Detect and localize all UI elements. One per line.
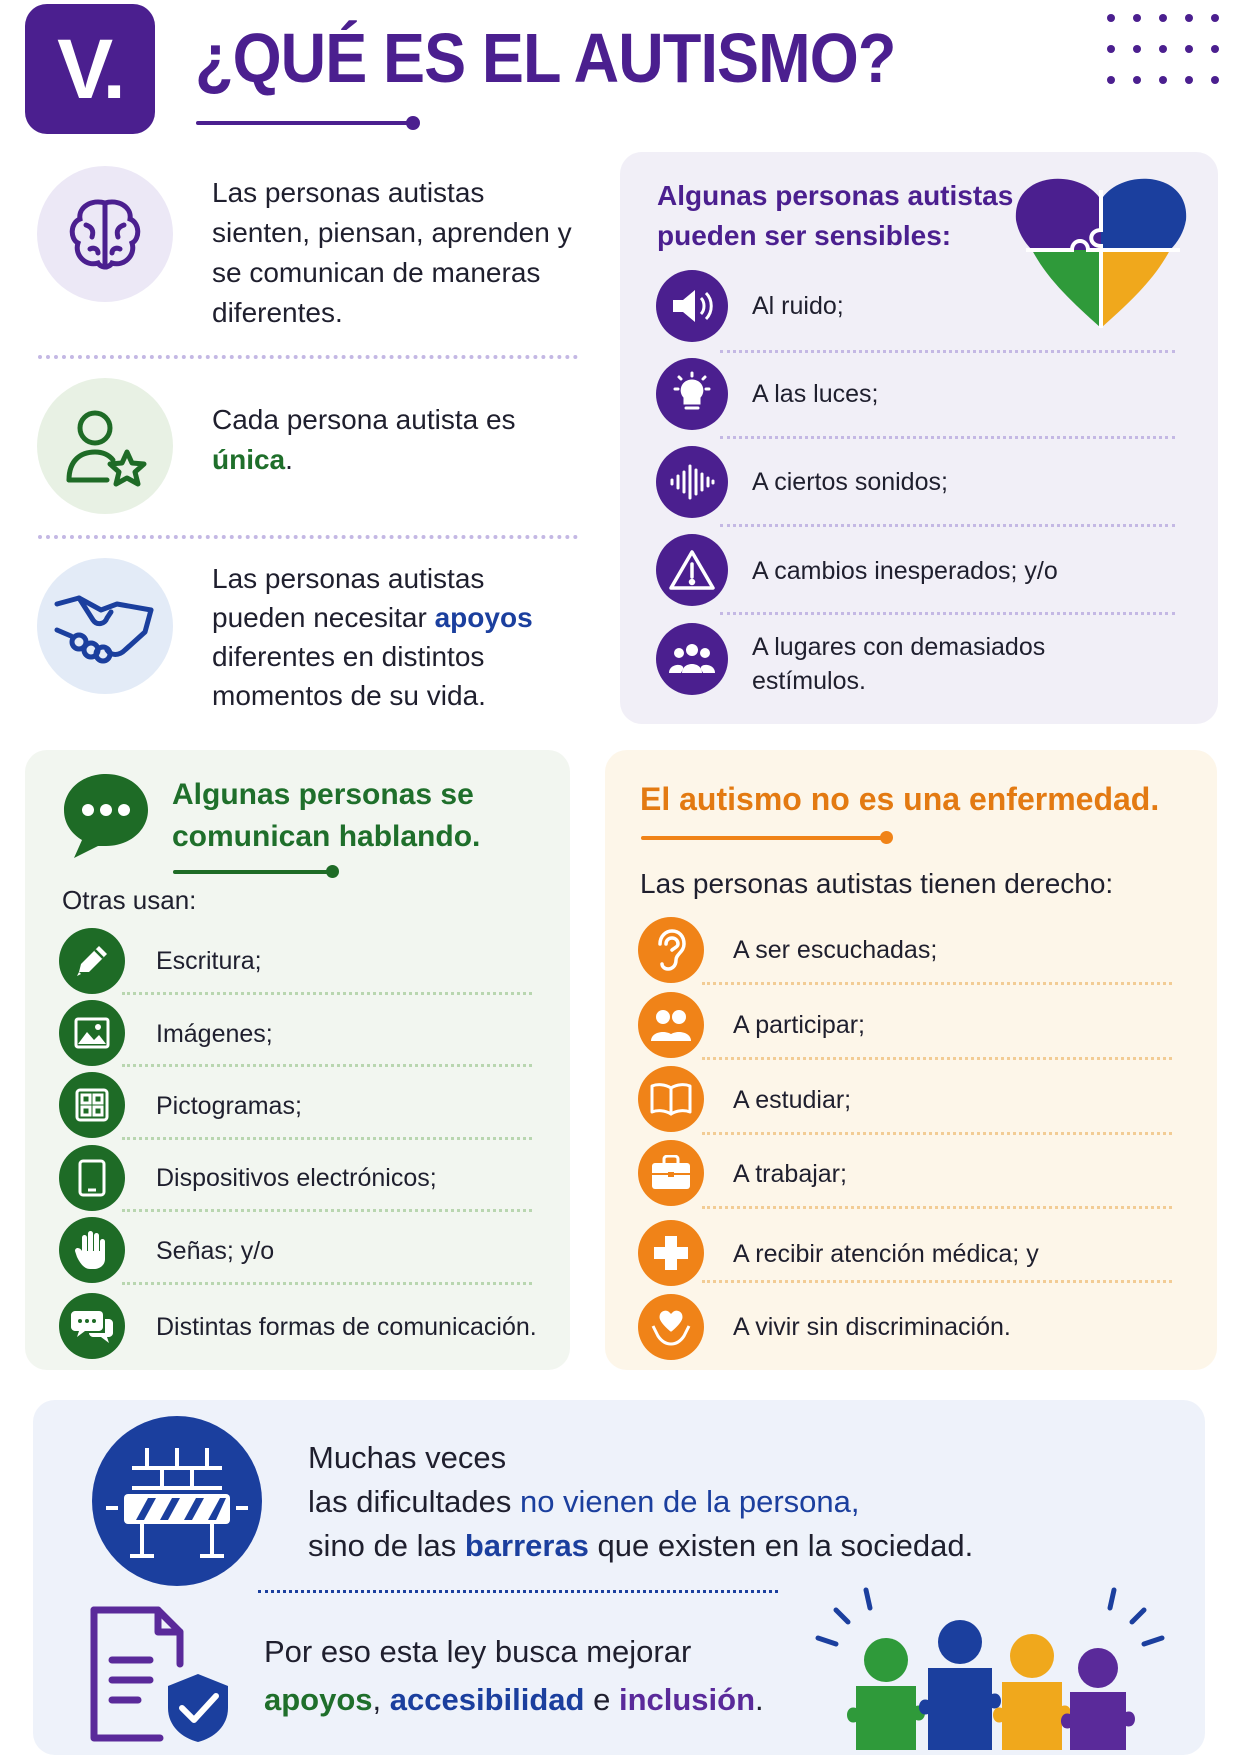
- lightbulb-icon-circle: [656, 358, 728, 430]
- intro-text-3-highlight: apoyos: [434, 602, 533, 633]
- barriers-line-3: [308, 1524, 973, 1568]
- medical-cross-icon: [652, 1234, 690, 1272]
- tablet-icon-circle: [59, 1145, 125, 1211]
- law-word-accessibility: accesibilidad: [389, 1682, 585, 1717]
- decorative-dots: [1105, 12, 1220, 87]
- briefcase-icon-circle: [638, 1140, 704, 1206]
- people-icon-circle: [638, 992, 704, 1058]
- communication-subtitle: Otras usan:: [62, 885, 197, 915]
- separator: [122, 1137, 532, 1140]
- rights-item-1: A ser escuchadas;: [733, 936, 938, 964]
- briefcase-icon: [650, 1155, 692, 1191]
- law-word-supports: apoyos: [264, 1682, 373, 1717]
- intro-text-3: [212, 559, 582, 715]
- intro-text-3-before: Las personas autistas pueden necesitar: [212, 563, 485, 633]
- separator: [720, 436, 1175, 439]
- chat-bubbles-icon-circle: [59, 1293, 125, 1359]
- title-underline-dot: [406, 116, 420, 130]
- intro-text-2-highlight: única: [212, 444, 286, 475]
- separator: [702, 982, 1172, 985]
- heart-hands-icon: [650, 1306, 692, 1348]
- lightbulb-icon: [669, 371, 715, 417]
- separator: [122, 1064, 532, 1067]
- rights-title: El autismo no es una enfermedad.: [640, 781, 1160, 817]
- rights-underline-dot: [880, 831, 893, 844]
- communication-item-6: Distintas formas de comunicación.: [156, 1313, 537, 1341]
- intro-text-2: [212, 400, 552, 480]
- communication-item-1: Escritura;: [156, 947, 262, 975]
- barriers-line-2-before: las dificultades: [308, 1484, 520, 1519]
- barriers-line-3-after: que existen en la sociedad.: [588, 1528, 974, 1563]
- warning-icon: [669, 549, 715, 591]
- rights-panel: [605, 750, 1217, 1370]
- communication-item-4: Dispositivos electrónicos;: [156, 1164, 437, 1192]
- sensory-item-3: A ciertos sonidos;: [752, 468, 948, 496]
- communication-underline: [173, 870, 328, 874]
- barriers-line-2: [308, 1480, 860, 1524]
- megaphone-icon: [669, 286, 715, 326]
- separator: [38, 355, 578, 359]
- puzzle-people-icon: [810, 1582, 1170, 1752]
- law-period: .: [755, 1682, 764, 1717]
- person-star-icon-circle: [37, 378, 173, 514]
- communication-item-5: Señas; y/o: [156, 1237, 275, 1265]
- speech-bubble-icon: [60, 770, 152, 860]
- intro-text-3-after: diferentes en distintos momentos de su vida.: [212, 641, 486, 711]
- barrier-icon: [92, 1416, 262, 1586]
- grid-icon: [74, 1087, 110, 1123]
- crowd-icon-circle: [656, 623, 728, 695]
- communication-item-3: Pictogramas;: [156, 1092, 302, 1120]
- separator: [702, 1206, 1172, 1209]
- law-comma: ,: [372, 1682, 390, 1717]
- separator: [258, 1590, 778, 1593]
- ear-icon-circle: [638, 917, 704, 983]
- communication-item-2: Imágenes;: [156, 1020, 273, 1048]
- intro-text-2-before: Cada persona autista es: [212, 404, 516, 435]
- barriers-line-2-highlight: no vienen de la persona,: [519, 1484, 860, 1519]
- book-icon-circle: [638, 1066, 704, 1132]
- handshake-icon-circle: [37, 558, 173, 694]
- rights-item-3: A estudiar;: [733, 1086, 852, 1114]
- separator: [702, 1280, 1172, 1283]
- separator: [122, 1282, 532, 1285]
- communication-title: Algunas personas se comunican hablando.: [172, 778, 481, 853]
- person-star-icon: [59, 400, 151, 492]
- separator: [720, 612, 1175, 615]
- page-title: ¿QUÉ ES EL AUTISMO?: [195, 19, 896, 97]
- ear-icon: [654, 928, 688, 972]
- grid-icon-circle: [59, 1072, 125, 1138]
- sensory-item-4: A cambios inesperados; y/o: [752, 557, 1058, 585]
- barriers-line-3-before: sino de las: [308, 1528, 465, 1563]
- law-and: e: [584, 1682, 619, 1717]
- separator: [38, 535, 578, 539]
- tablet-icon: [77, 1158, 107, 1198]
- rights-underline: [641, 836, 891, 840]
- barriers-line-1: Muchas veces: [308, 1440, 507, 1475]
- soundwave-icon: [668, 462, 716, 502]
- separator: [702, 1132, 1172, 1135]
- separator: [720, 350, 1175, 353]
- title-underline: [196, 121, 411, 125]
- separator: [720, 524, 1175, 527]
- separator: [122, 1209, 532, 1212]
- law-line-2: [264, 1678, 764, 1722]
- people-icon: [650, 1007, 692, 1043]
- section-badge: V.: [25, 4, 155, 134]
- rights-item-4: A trabajar;: [733, 1160, 847, 1188]
- sensory-item-1: Al ruido;: [752, 292, 844, 320]
- image-icon-circle: [59, 1000, 125, 1066]
- brain-icon: [62, 191, 148, 277]
- law-line-1: Por eso esta ley busca mejorar: [264, 1634, 692, 1669]
- rights-item-5: A recibir atención médica; y: [733, 1240, 1039, 1268]
- chat-bubbles-icon: [71, 1307, 113, 1345]
- intro-text-2-after: .: [285, 444, 293, 475]
- separator: [122, 992, 532, 995]
- law-word-inclusion: inclusión: [618, 1682, 756, 1717]
- hand-icon: [74, 1229, 110, 1271]
- separator: [702, 1057, 1172, 1060]
- puzzle-heart-icon: [1012, 170, 1190, 330]
- sensory-item-5: A lugares con demasiados estímulos.: [752, 633, 1046, 695]
- soundwave-icon-circle: [656, 446, 728, 518]
- communication-underline-dot: [326, 865, 339, 878]
- crowd-icon: [667, 639, 717, 679]
- document-shield-icon: [88, 1604, 234, 1744]
- hand-icon-circle: [59, 1217, 125, 1283]
- sensory-title: Algunas personas autistas pueden ser sensibles:: [657, 180, 1014, 251]
- pencil-icon-circle: [59, 928, 125, 994]
- rights-item-2: A participar;: [733, 1011, 866, 1039]
- medical-cross-icon-circle: [638, 1220, 704, 1286]
- rights-subtitle: Las personas autistas tienen derecho:: [640, 868, 1114, 899]
- megaphone-icon-circle: [656, 270, 728, 342]
- sensory-item-2: A las luces;: [752, 380, 879, 408]
- rights-item-6: A vivir sin discriminación.: [733, 1313, 1011, 1341]
- heart-hands-icon-circle: [638, 1294, 704, 1360]
- pencil-icon: [73, 942, 111, 980]
- handshake-icon: [53, 586, 157, 666]
- barriers-line-3-highlight: barreras: [464, 1528, 589, 1563]
- intro-text-1: Las personas autistas sienten, piensan, aprenden y se comunican de maneras diferentes.: [212, 177, 572, 328]
- warning-icon-circle: [656, 534, 728, 606]
- image-icon: [73, 1016, 111, 1050]
- book-icon: [649, 1082, 693, 1116]
- brain-icon-circle: [37, 166, 173, 302]
